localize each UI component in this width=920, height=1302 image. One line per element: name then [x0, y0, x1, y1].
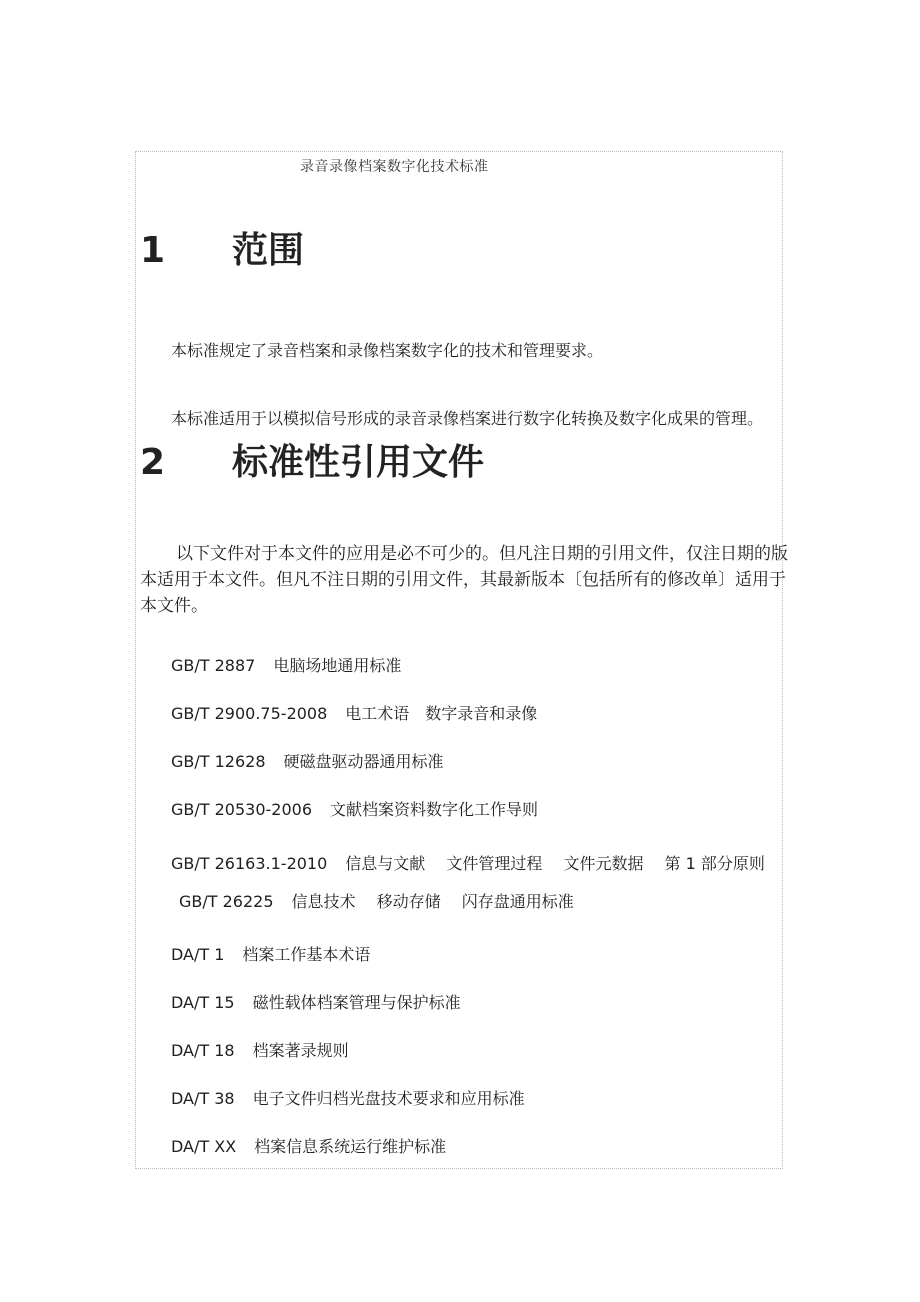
reference-item: [171, 990, 461, 1013]
reference-title: 电工术语 数字录音和录像: [345, 704, 538, 723]
reference-title: 档案信息系统运行维护标准: [254, 1137, 447, 1156]
reference-title: 文献档案资料数字化工作导则: [330, 800, 539, 819]
reference-title: 档案工作基本术语: [242, 945, 371, 964]
reference-title: 信息与文献 文件管理过程 文件元数据 第 1 部分原则: [345, 854, 765, 873]
reference-title: 档案著录规则: [252, 1041, 349, 1060]
reference-item: [171, 797, 538, 820]
reference-item: [171, 942, 370, 965]
scope-paragraph-1: 本标准规定了录音档案和录像档案数字化的技术和管理要求。: [171, 341, 604, 360]
reference-item: [171, 653, 401, 676]
reference-title: 硬磁盘驱动器通用标准: [283, 752, 444, 771]
document-header-title: 录音录像档案数字化技术标准: [300, 159, 489, 175]
reference-code: DA/T 18: [171, 1041, 235, 1060]
reference-item: [171, 749, 444, 772]
reference-code: GB/T 26163.1-2010: [171, 854, 328, 873]
reference-code: GB/T 2887: [171, 656, 256, 675]
section-title: 标准性引用文件: [232, 442, 485, 483]
section-number: 2: [140, 442, 166, 483]
reference-item: [171, 1086, 525, 1109]
reference-code: DA/T 1: [171, 945, 225, 964]
reference-code: GB/T 20530-2006: [171, 800, 313, 819]
reference-code: GB/T 12628: [171, 752, 266, 771]
reference-code: DA/T 15: [171, 993, 235, 1012]
reference-title: 电子文件归档光盘技术要求和应用标准: [252, 1089, 525, 1108]
section-title: 范围: [232, 230, 305, 271]
reference-title: 磁性载体档案管理与保护标准: [252, 993, 461, 1012]
reference-title: 信息技术 移动存储 闪存盘通用标准: [291, 892, 574, 911]
reference-code: DA/T 38: [171, 1089, 235, 1108]
reference-code: DA/T XX: [171, 1137, 237, 1156]
references-intro-paragraph: 以下文件对于本文件的应用是必不可少的。但凡注日期的引用文件，仅注日期的版本适用于本文件。但凡不注日期的引用文件，其最新版本〔包括所有的修改单〕适用于本文件。: [140, 544, 788, 616]
reference-item: [171, 1038, 349, 1061]
reference-code: GB/T 2900.75-2008: [171, 704, 328, 723]
section-heading-scope: [140, 222, 304, 273]
reference-item: [171, 1134, 446, 1157]
reference-item-combined: [171, 845, 771, 921]
reference-item: [171, 701, 537, 724]
reference-code: GB/T 26225: [179, 892, 274, 911]
section-number: 1: [140, 230, 166, 271]
section-heading-references: [140, 434, 484, 485]
scope-paragraph-2: 本标准适用于以模拟信号形成的录音录像档案进行数字化转换及数字化成果的管理。: [171, 409, 764, 428]
reference-title: 电脑场地通用标准: [273, 656, 402, 675]
